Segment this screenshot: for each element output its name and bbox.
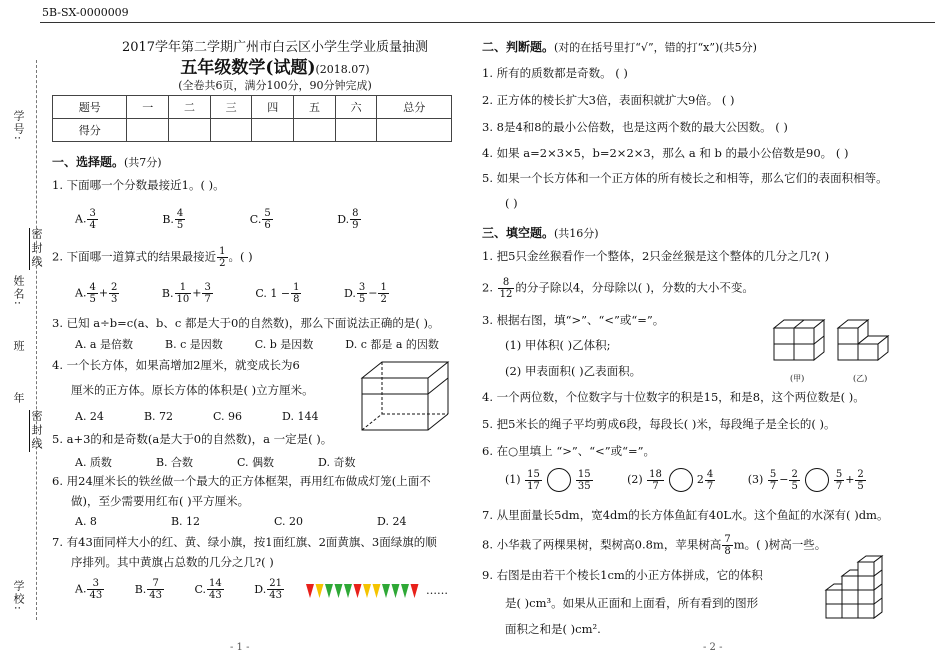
exam-info: (全卷共6页，满分100分，90分钟完成) — [178, 79, 372, 92]
cube-pile-figure — [820, 552, 904, 630]
q1-7-line2: 序排列。其中黄旗占总数的几分之几?( ) — [71, 555, 274, 569]
score-cell: 总分 — [377, 96, 452, 119]
q1-2-text: 2. 下面哪一道算式的结果最接近 $\frac{1}{2}$ 。( ) — [52, 246, 253, 269]
q1-6-line1: 6. 用24厘米长的铁丝做一个最大的正方体框架，再用红布做成灯笼(上面不 — [52, 474, 431, 488]
header-divider — [40, 22, 935, 23]
fill-9-line2: 是( )cm³。如果从正面和上面看，所有看到的图形 — [505, 596, 759, 610]
figure-caption-b: (乙) — [853, 374, 868, 383]
flag-triangle — [392, 584, 400, 598]
q1-3-text: 3. 已知 a÷b=c(a、b、c 都是大于0的自然数)，那么下面说法正确的是( )。 — [52, 316, 440, 330]
fill-9-line3: 面积之和是( )cm². — [505, 622, 601, 636]
flag-triangle — [363, 584, 371, 598]
judge-3: 3. 8是4和8的最小公倍数，也是这两个数的最大公因数。 ( ) — [482, 120, 788, 134]
flag-triangle — [373, 584, 381, 598]
q1-1-text: 1. 下面哪一个分数最接近1。( )。 — [52, 178, 225, 192]
section3-title: 三、填空题。(共16分) — [482, 226, 599, 240]
flag-triangle — [335, 584, 343, 598]
seal-line-mark: 密封线 — [30, 228, 43, 270]
score-cell: 六 — [335, 96, 377, 119]
q1-1-options: A. $\frac{3}{4}$ B. $\frac{4}{5}$ C. $\frac{5}{6}$ D. $\frac{8}{9}$ — [75, 208, 359, 231]
score-cell: 二 — [169, 96, 211, 119]
q1-3-options: A. a 是倍数 B. c 是因数 C. b 是因数 D. c 都是 a 的因数 — [75, 338, 439, 351]
fill-3b: (2) 甲表面积( )乙表面积。 — [505, 364, 642, 378]
score-cell: 四 — [252, 96, 294, 119]
section1-title: 一、选择题。(共7分) — [52, 155, 162, 169]
q1-4-line1: 4. 一个长方体，如果高增加2厘米，就变成长为6 — [52, 358, 300, 372]
cuboid-figure — [356, 356, 454, 436]
score-cell: 得分 — [53, 119, 127, 142]
flag-triangle — [316, 584, 324, 598]
fill-7: 7. 从里面量长5dm，宽4dm的长方体鱼缸有40L水。这个鱼缸的水深有( )dm。 — [482, 508, 889, 522]
judge-4: 4. 如果 a=2×3×5，b=2×2×3，那么 a 和 b 的最小公倍数是90。 ( ) — [482, 146, 849, 160]
student-no-label: 学号: — [12, 110, 25, 142]
score-input[interactable] — [127, 119, 169, 142]
name-label: 姓名: — [12, 275, 25, 307]
score-input[interactable] — [294, 119, 336, 142]
q1-7-options: A. $\frac{3}{43}$ B. $\frac{7}{43}$ C. $\frac{14}{43}$ D. $\frac{21}{43}$ — [75, 578, 282, 601]
score-row-values — [53, 119, 452, 142]
flag-triangle — [401, 584, 409, 598]
fill-9-line1: 9. 右图是由若干个棱长1cm的小正方体拼成，它的体积 — [482, 568, 763, 582]
q1-5-text: 5. a+3的和是奇数(a是大于0的自然数)，a 一定是( )。 — [52, 432, 333, 446]
q1-7-line1: 7. 有43面同样大小的红、黄、绿小旗，按1面红旗、2面黄旗、3面绿旗的顺 — [52, 535, 437, 549]
page-number-2: - 2 - — [703, 642, 723, 653]
flag-triangle — [306, 584, 314, 598]
flag-triangle — [382, 584, 390, 598]
score-cell: 三 — [210, 96, 252, 119]
score-table — [52, 95, 452, 142]
score-input[interactable] — [377, 119, 452, 142]
q1-6-options: A. 8 B. 12 C. 20 D. 24 — [75, 515, 407, 528]
class-label: 班 — [12, 340, 25, 353]
fill-4: 4. 一个两位数，个位数字与十位数字的积是15，和是8，这个两位数是( )。 — [482, 390, 865, 404]
flag-triangle — [354, 584, 362, 598]
fill-1: 1. 把5只金丝猴看作一个整体，2只金丝猴是这个整体的几分之几?( ) — [482, 249, 830, 263]
fill-6: 6. 在○里填上 “>”、“<”或“=”。 — [482, 444, 655, 458]
score-input[interactable] — [210, 119, 252, 142]
grade-label: 年 — [12, 392, 25, 405]
judge-2: 2. 正方体的棱长扩大3倍，表面积就扩大9倍。 ( ) — [482, 93, 735, 107]
school-label: 学校: — [12, 580, 25, 612]
flags-figure — [306, 582, 424, 602]
seal-dashed-line — [36, 60, 37, 620]
fill-5: 5. 把5米长的绳子平均剪成6段，每段长( )米，每段绳子是全长的( )。 — [482, 417, 836, 431]
flag-triangle — [344, 584, 352, 598]
flags-ellipsis: …… — [426, 584, 448, 597]
score-input[interactable] — [335, 119, 377, 142]
fill-6-items: (1) $\frac{15}{17}$ $\frac{15}{35}$ (2) $\frac{18}{7}$ 2 $\frac{4}{7}$ (3) $\frac{5}{7}$ − $\frac{2}{5}$ $\frac{5}{7}$ + $\frac{2}{5}$ — [505, 468, 864, 492]
score-cell: 一 — [127, 96, 169, 119]
compare-circle[interactable] — [805, 468, 829, 492]
page-number-1: - 1 - — [230, 642, 250, 653]
document-id: 5B-SX-0000009 — [42, 6, 129, 19]
exam-line1: 2017学年第二学期广州市白云区小学生学业质量抽测 — [121, 40, 429, 55]
figure-caption-a: (甲) — [790, 374, 805, 383]
score-cell: 题号 — [53, 96, 127, 119]
compare-circle[interactable] — [669, 468, 693, 492]
score-input[interactable] — [252, 119, 294, 142]
q1-4-options: A. 24 B. 72 C. 96 D. 144 — [75, 410, 319, 423]
seal-line-mark: 密封线 — [30, 410, 43, 452]
q1-5-options: A. 质数 B. 合数 C. 偶数 D. 奇数 — [75, 456, 356, 469]
q1-4-line2: 厘米的正方体。原长方体的体积是( )立方厘米。 — [71, 383, 314, 397]
fill-2: 2. $\frac{8}{12}$ 的分子除以4，分母除以( )，分数的大小不变。 — [482, 277, 754, 300]
fill-3a: (1) 甲体积( )乙体积; — [505, 338, 611, 352]
score-input[interactable] — [169, 119, 211, 142]
q1-6-line2: 做)，至少需要用红布( )平方厘米。 — [71, 494, 250, 508]
fill-8: 8. 小华栽了两棵果树，梨树高0.8m，苹果树高 $\frac{7}{8}$ m。( )树高一些。 — [482, 534, 827, 557]
judge-1: 1. 所有的质数都是奇数。 ( ) — [482, 66, 628, 80]
q1-2-options: A. $\frac{4}{5}$ + $\frac{2}{3}$ B. $\frac{1}{10}$ + $\frac{3}{7}$ C. 1 − $\frac{1}{8}$ D. $\frac{3}{5}$ − $\frac{1}{2}$ — [75, 282, 387, 305]
judge-5: 5. 如果一个长方体和一个正方体的所有棱长之和相等，那么它们的表面积相等。 — [482, 171, 888, 185]
exam-title: 五年级数学(试题)(2018.07) — [180, 58, 370, 78]
flag-triangle — [411, 584, 419, 598]
score-row-header — [53, 96, 452, 119]
flag-triangle — [325, 584, 333, 598]
fill-3: 3. 根据右图，填“>”、“<”或“=”。 — [482, 313, 665, 327]
compare-circle[interactable] — [547, 468, 571, 492]
section2-title: 二、判断题。(对的在括号里打“√”，错的打“x”)(共5分) — [482, 40, 757, 54]
score-cell: 五 — [294, 96, 336, 119]
judge-5-blank[interactable]: ( ) — [505, 196, 518, 210]
